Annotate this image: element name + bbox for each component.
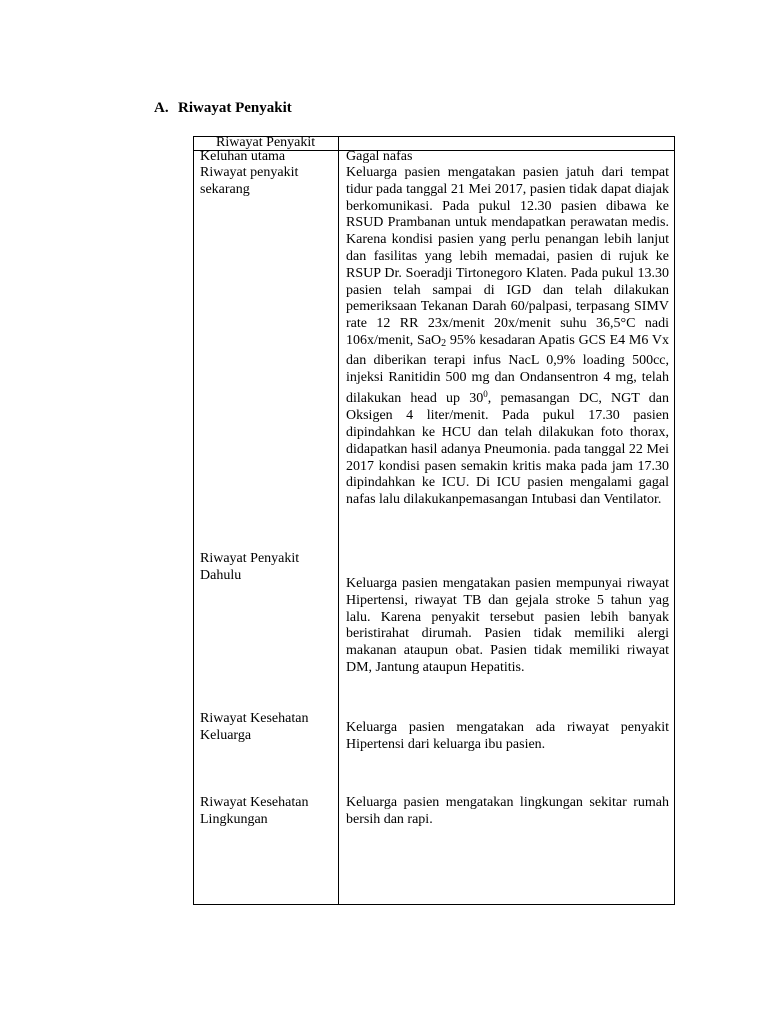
keluarga-value: Keluarga pasien mengatakan ada riwayat penyakit Hipertensi dari keluarga ibu pasien. bbox=[346, 720, 669, 752]
keluhan-label: Keluhan utama bbox=[200, 149, 286, 164]
section-number: A. bbox=[154, 100, 169, 116]
lingkungan-label: Riwayat Kesehatan Lingkungan bbox=[200, 795, 309, 827]
sekarang-label: Riwayat penyakit sekarang bbox=[200, 165, 299, 197]
lingkungan-value: Keluarga pasien mengatakan lingkungan sekitar rumah bersih dan rapi. bbox=[346, 795, 669, 827]
keluarga-label: Riwayat Kesehatan Keluarga bbox=[200, 711, 309, 743]
sekarang-value: Keluarga pasien mengatakan pasien jatuh dari tempat tidur pada tanggal 21 Mei 2017, pasien tidak dapat diajak berkomunikasi. Pada pukul 12.30 pasien dibawa ke RSUD Prambanan untuk mendapatkan perawatan medis. Karena kondisi pasien yang perlu penangan lebih lanjut dan fasilitas yang lebih memadai, pasien di rujuk ke RSUP Dr. Soeradji Tirtonegoro Klaten. Pada pukul 13.30 pasien telah sampai di IGD dan telah dilakukan pemeriksaan Tekanan Darah 60/palpasi, terpasang SIMV rate 12 RR 23x/menit 20x/menit suhu 36,5°C nadi 106x/menit, SaO$_2$ 95% kesadaran Apatis GCS E4 M6 Vx dan diberikan terapi infus NacL 0,9% loading 500cc, injeksi Ranitidin 500 mg dan Ondansentron 4 mg, telah dilakukan head up $30^0$, pemasangan DC, NGT dan Oksigen 4 liter/menit. Pada pukul 17.30 pasien dipindahkan ke HCU dan telah dilakukan foto thorax, didapatkan hasil adanya Pneumonia. pada tanggal 22 Mei 2017 kondisi pasen semakin kritis maka pada jam 17.30 dipindahkan ke ICU. Di ICU pasien mengalami gagal nafas lalu dilakukanpemasangan Intubasi dan Ventilator. bbox=[346, 165, 670, 508]
column-divider bbox=[338, 137, 339, 904]
section-title: Riwayat Penyakit bbox=[178, 100, 292, 116]
table-header: Riwayat Penyakit bbox=[216, 135, 316, 150]
dahulu-value: Keluarga pasien mengatakan pasien mempunyai riwayat Hipertensi, riwayat TB dan gejala stroke 5 tahun yag lalu. Karena penyakit tersebut pasien lebih banyak beristirahat dirumah. Pasien tidak memiliki alergi makanan ataupun obat. Pasien tidak memiliki riwayat DM, Jantung ataupun Hepatitis. bbox=[346, 576, 669, 675]
keluhan-value: Gagal nafas bbox=[346, 149, 413, 164]
dahulu-label: Riwayat Penyakit Dahulu bbox=[200, 551, 300, 583]
section-heading bbox=[154, 100, 292, 117]
